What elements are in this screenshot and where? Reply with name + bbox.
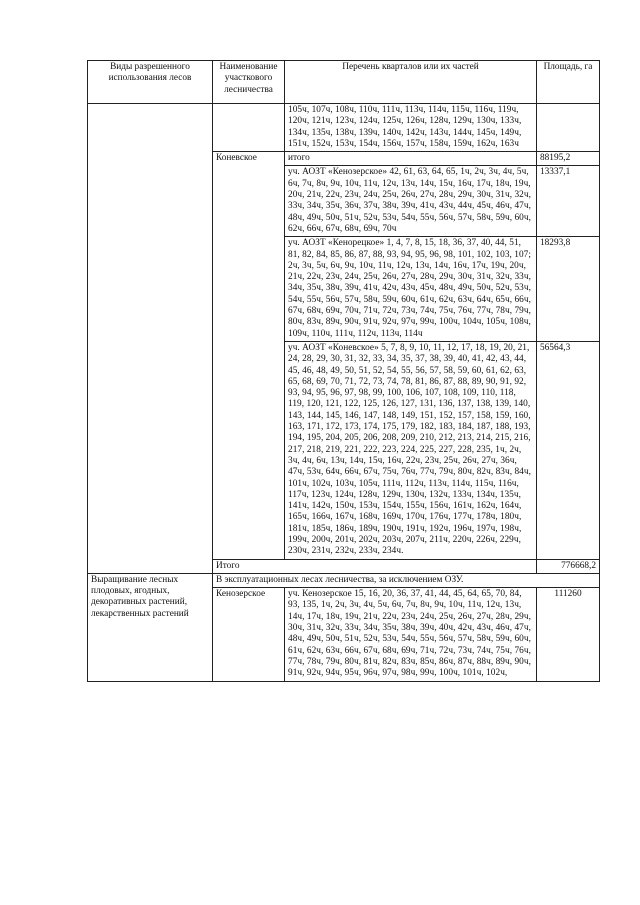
area-value: 13337,1 (537, 166, 600, 237)
area-value: 18293,8 (537, 237, 600, 342)
total-label: Итого (213, 559, 537, 573)
subtotal-label: итого (285, 152, 537, 166)
area-value: 56564,3 (537, 341, 600, 559)
use-type: Выращивание лесных плодовых, ягодных, декоративных растений, лекарственных растений (88, 573, 213, 681)
table-header-row (88, 61, 600, 104)
total-area-value: 776668,2 (537, 559, 600, 573)
area-value: 111260 (537, 588, 600, 681)
forest-use-table (87, 60, 600, 682)
quarters-list: уч. АОЗТ «Кенозерское» 42, 61, 63, 64, 65, 1ч, 2ч, 3ч, 4ч, 5ч, 6ч, 7ч, 8ч, 9ч, 10ч, 11ч, 12ч, 13ч, 14ч, 15ч, 16ч, 17ч, 18ч, 19ч, 20ч, 21ч, 22ч, 23ч, 24ч, 25ч, 26ч, 27ч, 28ч, 29ч, 30ч, 31ч, 32ч, 33ч, 34ч, 35ч, 36ч, 37ч, 38ч, 39ч, 41ч, 43ч, 44ч, 45ч, 46ч, 47ч, 48ч, 49ч, 50ч, 51ч, 52ч, 53ч, 54ч, 55ч, 56ч, 57ч, 58ч, 59ч, 60ч, 62ч, 66ч, 67ч, 68ч, 69ч, 70ч (285, 166, 537, 237)
quarters-list: уч. АОЗТ «Кенорецкое» 1, 4, 7, 8, 15, 18, 36, 37, 40, 44, 51, 81, 82, 84, 85, 86, 87, 88, 93, 94, 95, 96, 98, 101, 102, 103, 107; 2ч, 3ч, 5ч, 6ч, 9ч, 10ч, 11ч, 12ч, 13ч, 14ч, 16ч, 17ч, 19ч, 20ч, 21ч, 22ч, 23ч, 24ч, 25ч, 26ч, 27ч, 28ч, 29ч, 30ч, 31ч, 32ч, 33ч, 34ч, 35ч, 38ч, 39ч, 41ч, 42ч, 43ч, 45ч, 48ч, 49ч, 50ч, 52ч, 53ч, 54ч, 55ч, 56ч, 57ч, 58ч, 59ч, 60ч, 61ч, 62ч, 63ч, 64ч, 65ч, 66ч, 67ч, 68ч, 69ч, 70ч, 71ч, 72ч, 73ч, 74ч, 75ч, 76ч, 77ч, 78ч, 79ч, 80ч, 83ч, 89ч, 90ч, 91ч, 92ч, 97ч, 99ч, 100ч, 104ч, 105ч, 108ч, 109ч, 110ч, 111ч, 112ч, 113ч, 114ч (285, 237, 537, 342)
header-use-type: Виды разрешенного использования лесов (88, 61, 213, 104)
area-value: 88195,2 (537, 152, 600, 166)
quarters-list: уч. АОЗТ «Коневское» 5, 7, 8, 9, 10, 11, 12, 17, 18, 19, 20, 21, 24, 28, 29, 30, 31, 32, 33, 34, 35, 37, 38, 39, 40, 41, 42, 43, 44, 45, 46, 48, 49, 50, 51, 52, 54, 55, 56, 57, 58, 59, 60, 61, 62, 63, 65, 68, 69, 70, 71, 72, 73, 74, 78, 81, 86, 87, 88, 89, 90, 91, 92, 93, 94, 95, 96, 97, 98, 99, 100, 106, 107, 108, 109, 110, 118, 119, 120, 121, 122, 125, 126, 127, 131, 136, 137, 138, 139, 140, 143, 144, 145, 146, 147, 148, 149, 151, 152, 157, 158, 159, 160, 163, 171, 172, 173, 174, 175, 179, 182, 183, 184, 187, 188, 193, 194, 195, 204, 205, 206, 208, 209, 210, 212, 213, 214, 215, 216, 217, 218, 219, 221, 222, 223, 224, 225, 227, 228, 235, 1ч, 2ч, 3ч, 4ч, 6ч, 13ч, 14ч, 15ч, 16ч, 22ч, 23ч, 25ч, 26ч, 27ч, 36ч, 47ч, 53ч, 64ч, 66ч, 67ч, 75ч, 76ч, 77ч, 79ч, 80ч, 82ч, 83ч, 84ч, 101ч, 102ч, 103ч, 105ч, 111ч, 112ч, 113ч, 114ч, 115ч, 116ч, 117ч, 123ч, 124ч, 128ч, 129ч, 130ч, 132ч, 133ч, 134ч, 135ч, 141ч, 142ч, 150ч, 153ч, 154ч, 155ч, 156ч, 161ч, 162ч, 164ч, 165ч, 166ч, 167ч, 168ч, 169ч, 170ч, 176ч, 177ч, 178ч, 180ч, 181ч, 185ч, 186ч, 189ч, 190ч, 191ч, 192ч, 196ч, 197ч, 198ч, 199ч, 200ч, 201ч, 202ч, 203ч, 207ч, 211ч, 220ч, 226ч, 229ч, 230ч, 231ч, 232ч, 233ч, 234ч. (285, 341, 537, 559)
header-area: Площадь, га (537, 61, 600, 104)
table-row (88, 573, 600, 587)
forestry-name-cell-empty (213, 104, 285, 152)
header-quarters-list: Перечень кварталов или их частей (285, 61, 537, 104)
use-type-cell-empty (88, 104, 213, 574)
table-row (88, 104, 600, 152)
quarters-list: 105ч, 107ч, 108ч, 110ч, 111ч, 113ч, 114ч, 115ч, 116ч, 119ч, 120ч, 121ч, 123ч, 124ч, 125ч, 126ч, 128ч, 129ч, 130ч, 133ч, 134ч, 135ч, 138ч, 139ч, 140ч, 142ч, 143ч, 144ч, 145ч, 149ч, 151ч, 152ч, 153ч, 154ч, 156ч, 157ч, 158ч, 159ч, 162ч, 163ч (285, 104, 537, 152)
area-cell-empty (537, 104, 600, 152)
quarters-list: уч. Кенозерское 15, 16, 20, 36, 37, 41, 44, 45, 64, 65, 70, 84, 93, 135, 1ч, 2ч, 3ч, 4ч, 5ч, 6ч, 7ч, 8ч, 9ч, 10ч, 11ч, 12ч, 13ч, 14ч, 17ч, 18ч, 19ч, 21ч, 22ч, 23ч, 24ч, 25ч, 26ч, 27ч, 28ч, 29ч, 30ч, 31ч, 32ч, 33ч, 34ч, 35ч, 38ч, 39ч, 40ч, 42ч, 43ч, 46ч, 47ч, 48ч, 49ч, 50ч, 51ч, 52ч, 53ч, 54ч, 55ч, 56ч, 57ч, 58ч, 59ч, 60ч, 61ч, 62ч, 63ч, 66ч, 67ч, 68ч, 69ч, 71ч, 72ч, 73ч, 74ч, 75ч, 76ч, 77ч, 78ч, 79ч, 80ч, 81ч, 82ч, 83ч, 85ч, 86ч, 87ч, 88ч, 89ч, 90ч, 91ч, 92ч, 94ч, 95ч, 96ч, 97ч, 98ч, 99ч, 100ч, 101ч, 102ч, (285, 588, 537, 681)
scope-note: В эксплуатационных лесах лесничества, за исключением ОЗУ. (213, 573, 600, 587)
forestry-name: Коневское (213, 152, 285, 559)
header-forestry-name: Наименование участкового лесничества (213, 61, 285, 104)
forestry-name: Кенозерское (213, 588, 285, 681)
